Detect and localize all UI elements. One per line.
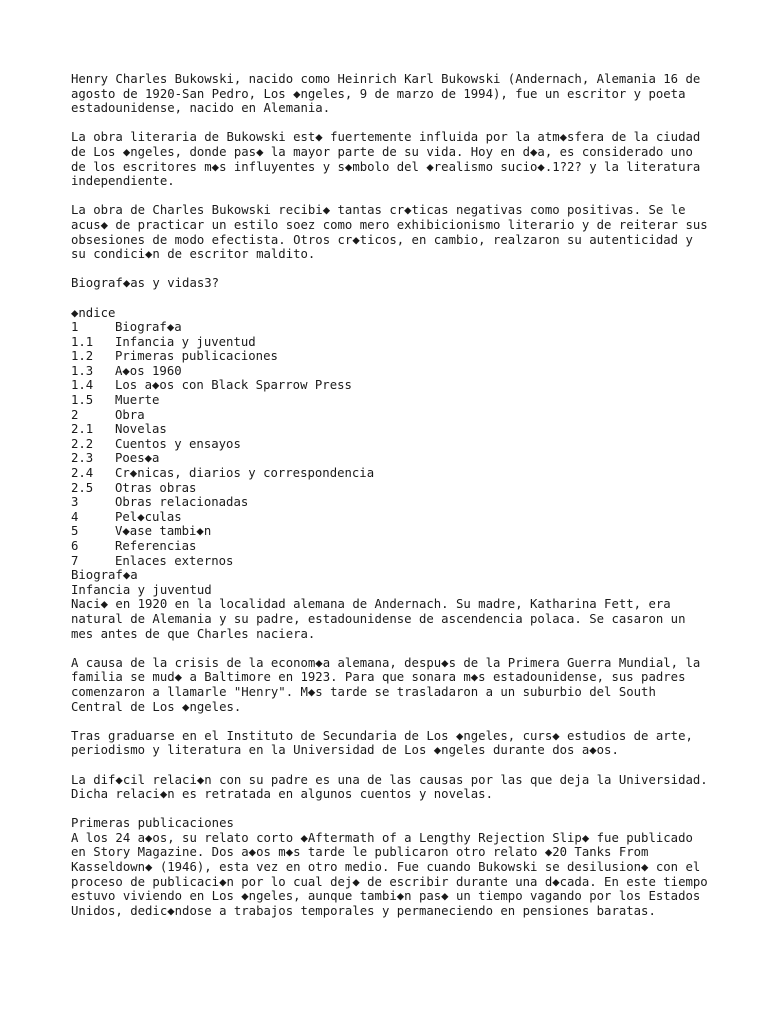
toc-item xyxy=(71,408,711,423)
toc-item-number: 1.2 xyxy=(71,349,94,364)
toc-item-label: Los a◆os con Black Sparrow Press xyxy=(115,378,352,393)
toc-item xyxy=(71,554,711,569)
toc-item xyxy=(71,524,711,539)
toc-item-label: A◆os 1960 xyxy=(115,363,182,378)
toc-item-label: Poes◆a xyxy=(115,451,160,466)
toc-item-label: Primeras publicaciones xyxy=(115,349,278,364)
toc-item xyxy=(71,437,711,452)
toc-item xyxy=(71,422,711,437)
toc-item xyxy=(71,539,711,554)
toc-item-label: Obras relacionadas xyxy=(115,495,249,510)
toc-item xyxy=(71,335,711,350)
infancia-paragraph-4: La dif◆cil relaci◆n con su padre es una de las causas por las que deja la Universidad. Dicha relaci◆n es retratada en algunos cuentos y novelas. xyxy=(71,772,716,802)
toc-item-number: 2.2 xyxy=(71,436,94,451)
subsection-heading-primeras: Primeras publicaciones xyxy=(71,816,234,831)
document-body xyxy=(71,72,716,933)
toc-item xyxy=(71,320,711,335)
toc-item xyxy=(71,378,711,393)
toc-item xyxy=(71,481,711,496)
primeras-paragraph-1: A los 24 a◆os, su relato corto ◆Aftermath of a Lengthy Rejection Slip◆ fue publicado en Story Magazine. Dos a◆os m◆s tarde le publicaron otro relato ◆20 Tanks From Kasseldown◆ (1946), esta vez en otro medio. Fue cuando Bukowski se desilusion◆ con el proceso de publicaci◆n por lo cual dej◆ de escribir durante una d◆cada. En este tiempo estuvo viviendo en Los ◆ngeles, aunque tambi◆n pas◆ un tiempo vagando por los Estados Unidos, dedic◆ndose a trabajos temporales y permaneciendo en pensiones baratas. xyxy=(71,830,716,918)
toc-item-label: Biograf◆a xyxy=(115,320,182,335)
toc-item-label: Pel◆culas xyxy=(115,509,182,524)
toc-item-number: 4 xyxy=(71,509,79,524)
intro-paragraph-1: Henry Charles Bukowski, nacido como Heinrich Karl Bukowski (Andernach, Alemania 16 de agosto de 1920-San Pedro, Los ◆ngeles, 9 de marzo de 1994), fue un escritor y poeta estadounidense, nacido en Alemania. xyxy=(71,72,708,116)
toc-item-label: Infancia y juventud xyxy=(115,334,256,349)
toc-heading: ◆ndice xyxy=(71,305,116,320)
toc-item xyxy=(71,466,711,481)
source-note: Biograf◆as y vidas3? xyxy=(71,276,220,291)
toc-item-number: 1.5 xyxy=(71,393,94,408)
toc-item-number: 1.3 xyxy=(71,363,94,378)
toc-item-label: Novelas xyxy=(115,422,167,437)
toc-item-number: 2.4 xyxy=(71,466,94,481)
toc-item-number: 2.1 xyxy=(71,422,94,437)
intro-paragraph-3: La obra de Charles Bukowski recibi◆ tantas cr◆ticas negativas como positivas. Se le acus◆ de practicar un estilo soez como mero exhibicionismo literario y de reiterar sus obsesiones de modo efectista. Otros cr◆ticos, en cambio, realzaron su autenticidad y su condici◆n de escritor maldito. xyxy=(71,203,716,262)
toc-item xyxy=(71,364,711,379)
toc-item-number: 3 xyxy=(71,495,79,510)
toc-item xyxy=(71,349,711,364)
toc-item-label: V◆ase tambi◆n xyxy=(115,524,212,539)
table-of-contents xyxy=(71,306,711,569)
toc-item xyxy=(71,510,711,525)
toc-item-number: 2.3 xyxy=(71,451,94,466)
toc-item xyxy=(71,495,711,510)
toc-item-label: Muerte xyxy=(115,393,160,408)
toc-item-number: 1.1 xyxy=(71,334,94,349)
toc-item-label: Cr◆nicas, diarios y correspondencia xyxy=(115,466,375,481)
toc-item-number: 2.5 xyxy=(71,480,94,495)
toc-item-label: Cuentos y ensayos xyxy=(115,436,241,451)
toc-item-number: 7 xyxy=(71,553,79,568)
intro-paragraph-2: La obra literaria de Bukowski est◆ fuertemente influida por la atm◆sfera de la ciudad de Los ◆ngeles, donde pas◆ la mayor parte de su vida. Hoy en d◆a, es considerado uno de los escritores m◆s influyentes y s◆mbolo del ◆realismo sucio◆.1?2? y la literatura independiente. xyxy=(71,130,708,189)
toc-item-label: Obra xyxy=(115,407,145,422)
toc-item-label: Enlaces externos xyxy=(115,553,234,568)
toc-item-number: 2 xyxy=(71,407,79,422)
toc-item-number: 5 xyxy=(71,524,79,539)
infancia-paragraph-3: Tras graduarse en el Instituto de Secundaria de Los ◆ngeles, curs◆ estudios de arte, periodismo y literatura en la Universidad de Los ◆ngeles durante dos a◆os. xyxy=(71,728,701,758)
infancia-paragraph-2: A causa de la crisis de la econom◆a alemana, despu◆s de la Primera Guerra Mundial, la familia se mud◆ a Baltimore en 1923. Para que sonara m◆s estadounidense, sus padres comenzaron a llamarle "Henry". M◆s tarde se trasladaron a un suburbio del South Central de Los ◆ngeles. xyxy=(71,655,708,714)
toc-item-label: Otras obras xyxy=(115,480,197,495)
toc-item xyxy=(71,393,711,408)
infancia-paragraph-1: Naci◆ en 1920 en la localidad alemana de Andernach. Su madre, Katharina Fett, era natural de Alemania y su padre, estadounidense de ascendencia polaca. Se casaron un mes antes de que Charles naciera. xyxy=(71,597,693,641)
section-heading-biografia: Biograf◆a xyxy=(71,568,138,583)
toc-item-number: 1 xyxy=(71,320,79,335)
toc-item-label: Referencias xyxy=(115,539,197,553)
toc-item xyxy=(71,451,711,466)
subsection-heading-infancia: Infancia y juventud xyxy=(71,582,212,597)
toc-item-number: 1.4 xyxy=(71,378,94,393)
toc-item-number: 6 xyxy=(71,539,79,553)
